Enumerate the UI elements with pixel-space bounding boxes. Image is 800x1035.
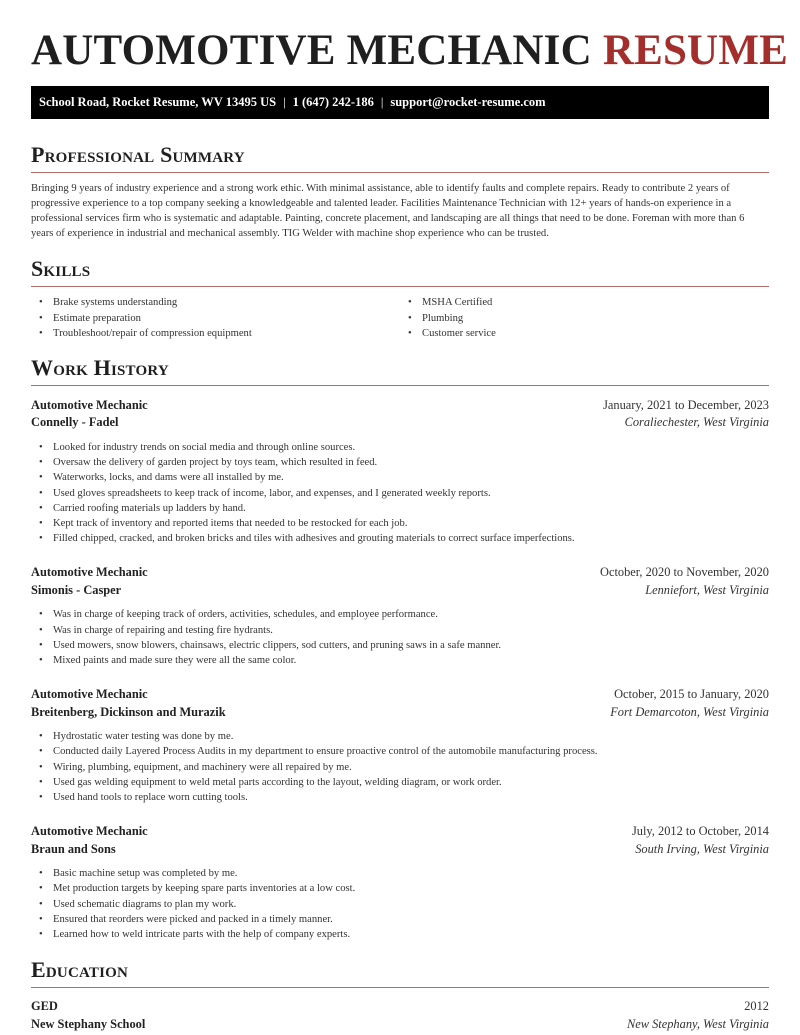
contact-bar [31, 86, 769, 119]
job-header-row [31, 823, 769, 841]
job-bullet: • Met production targets by keeping spare parts inventories at a low cost. [53, 881, 769, 896]
job-bullets [31, 607, 769, 668]
job-company: Breitenberg, Dickinson and Murazik [31, 704, 226, 719]
job-company: Connelly - Fadel [31, 415, 119, 430]
job-bullet: • Used mowers, snow blowers, chainsaws, electric clippers, sod cutters, and pruning saws in a safe manner. [53, 638, 769, 653]
job-bullet: • Used gas welding equipment to weld metal parts according to the layout, welding diagram, or work order. [53, 775, 769, 790]
job-dates: July, 2012 to October, 2014 [631, 824, 769, 839]
skill-item: • Troubleshoot/repair of compression equipment [53, 326, 400, 341]
job-company: Braun and Sons [31, 841, 116, 856]
job-bullet: • Oversaw the delivery of garden project by toys team, which resulted in feed. [53, 455, 769, 470]
job-bullets [31, 866, 769, 942]
contact-separator: | [380, 95, 384, 109]
job-entry [31, 686, 769, 805]
job-bullet: • Was in charge of keeping track of orders, activities, schedules, and employee performance. [53, 607, 769, 622]
summary-section [31, 141, 769, 241]
summary-heading: Professional Summary [31, 142, 245, 167]
education-location: New Stephany, West Virginia [626, 1016, 769, 1031]
skill-item: • MSHA Certified [422, 295, 769, 310]
job-header-row [31, 564, 769, 582]
job-bullets [31, 440, 769, 546]
section-divider [31, 385, 769, 386]
job-location: Coraliechester, West Virginia [624, 415, 769, 430]
job-bullet: • Used schematic diagrams to plan my work. [53, 897, 769, 912]
skills-column-left [31, 295, 400, 341]
job-dates: January, 2021 to December, 2023 [603, 397, 769, 412]
contact-separator: | [283, 95, 286, 109]
job-entry [31, 564, 769, 668]
job-bullet: • Conducted daily Layered Process Audits in my department to ensure proactive control of the automobile manufacturing process. [53, 744, 769, 759]
work-history-section [31, 354, 769, 942]
section-divider [31, 987, 769, 988]
job-title: Automotive Mechanic [31, 824, 148, 839]
job-title: Automotive Mechanic [31, 565, 148, 580]
job-title: Automotive Mechanic [31, 397, 148, 412]
job-company: Simonis - Casper [31, 582, 122, 597]
job-company-row [31, 582, 769, 600]
skill-item: • Brake systems understanding [53, 295, 400, 310]
education-school-row [31, 1016, 769, 1034]
job-bullet: • Was in charge of repairing and testing fire hydrants. [53, 623, 769, 638]
job-dates: October, 2015 to January, 2020 [614, 687, 769, 702]
job-location: Lenniefort, West Virginia [645, 582, 769, 597]
job-bullet: • Used gloves spreadsheets to keep track of income, labor, and expenses, and I generated weekly reports. [53, 486, 769, 501]
education-section [31, 956, 769, 1033]
contact-phone: 1 (647) 242-186 [292, 95, 374, 109]
contact-email[interactable]: support@rocket-resume.com [390, 95, 546, 109]
work-history-heading: Work History [31, 354, 169, 380]
job-bullet: • Used hand tools to replace worn cutting tools. [53, 790, 769, 805]
job-header-row [31, 397, 769, 415]
job-bullet: • Ensured that reorders were picked and packed in a timely manner. [53, 912, 769, 927]
education-heading: Education [31, 957, 129, 983]
summary-text: Bringing 9 years of industry experience and a strong work ethic. With minimal assistance, able to identify faults and complete repairs. Ready to contribute 2 years of progressive experience to a top company seeking a knowledgeable and talented leader. Facilities Maintenance Technician with 12+ years of hands-on experience in a professional services firm who is systematic and adaptable. Painting, concrete placement, and landscaping are all things that need to be done. Foreman with more than 6 years of experience in industrial and mechanical assembly. TIG Welder with machine shop experience who can be trusted. [31, 183, 745, 240]
job-bullet: • Wiring, plumbing, equipment, and machinery were all repaired by me. [53, 760, 769, 775]
job-dates: October, 2020 to November, 2020 [600, 565, 769, 580]
job-bullet: • Filled chipped, cracked, and broken bricks and tiles with adhesives and grouting materials to correct surface imperfections. [53, 531, 769, 546]
skill-item: • Estimate preparation [53, 311, 400, 326]
job-bullet: • Mixed paints and made sure they were all the same color. [53, 653, 769, 668]
job-bullet: • Carried roofing materials up ladders by hand. [53, 501, 769, 516]
skills-column-right [400, 295, 769, 341]
education-degree: GED [31, 999, 58, 1014]
job-bullet: • Hydrostatic water testing was done by me. [53, 729, 769, 744]
job-company-row [31, 414, 769, 432]
education-year: 2012 [744, 999, 769, 1014]
section-divider [31, 172, 769, 173]
skills-grid [31, 295, 769, 341]
job-bullet: • Waterworks, locks, and dams were all installed by me. [53, 470, 769, 485]
education-entry [31, 998, 769, 1033]
resume-title [31, 0, 788, 79]
title-accent: RESUME [602, 27, 788, 74]
job-company-row [31, 841, 769, 859]
job-bullet: • Looked for industry trends on social media and through online sources. [53, 440, 769, 455]
skills-heading: Skills [31, 256, 91, 282]
job-location: Fort Demarcoton, West Virginia [610, 704, 769, 719]
job-title: Automotive Mechanic [31, 687, 148, 702]
skill-item: • Plumbing [422, 311, 769, 326]
job-company-row [31, 704, 769, 722]
job-bullet: • Basic machine setup was completed by me. [53, 866, 769, 881]
job-bullet: • Learned how to weld intricate parts with the help of company experts. [53, 927, 769, 942]
job-entry [31, 397, 769, 546]
job-header-row [31, 686, 769, 704]
job-location: South Irving, West Virginia [635, 841, 769, 856]
section-divider [31, 286, 769, 287]
job-bullet: • Kept track of inventory and reported items that needed to be restocked for each job. [53, 516, 769, 531]
skill-item: • Customer service [422, 326, 769, 341]
skills-section [31, 255, 769, 341]
job-entry [31, 823, 769, 942]
education-header-row [31, 998, 769, 1016]
job-bullets [31, 729, 769, 805]
education-school: New Stephany School [31, 1016, 146, 1031]
contact-address: School Road, Rocket Resume, WV 13495 US [39, 95, 277, 109]
title-main: AUTOMOTIVE MECHANIC [31, 27, 592, 74]
